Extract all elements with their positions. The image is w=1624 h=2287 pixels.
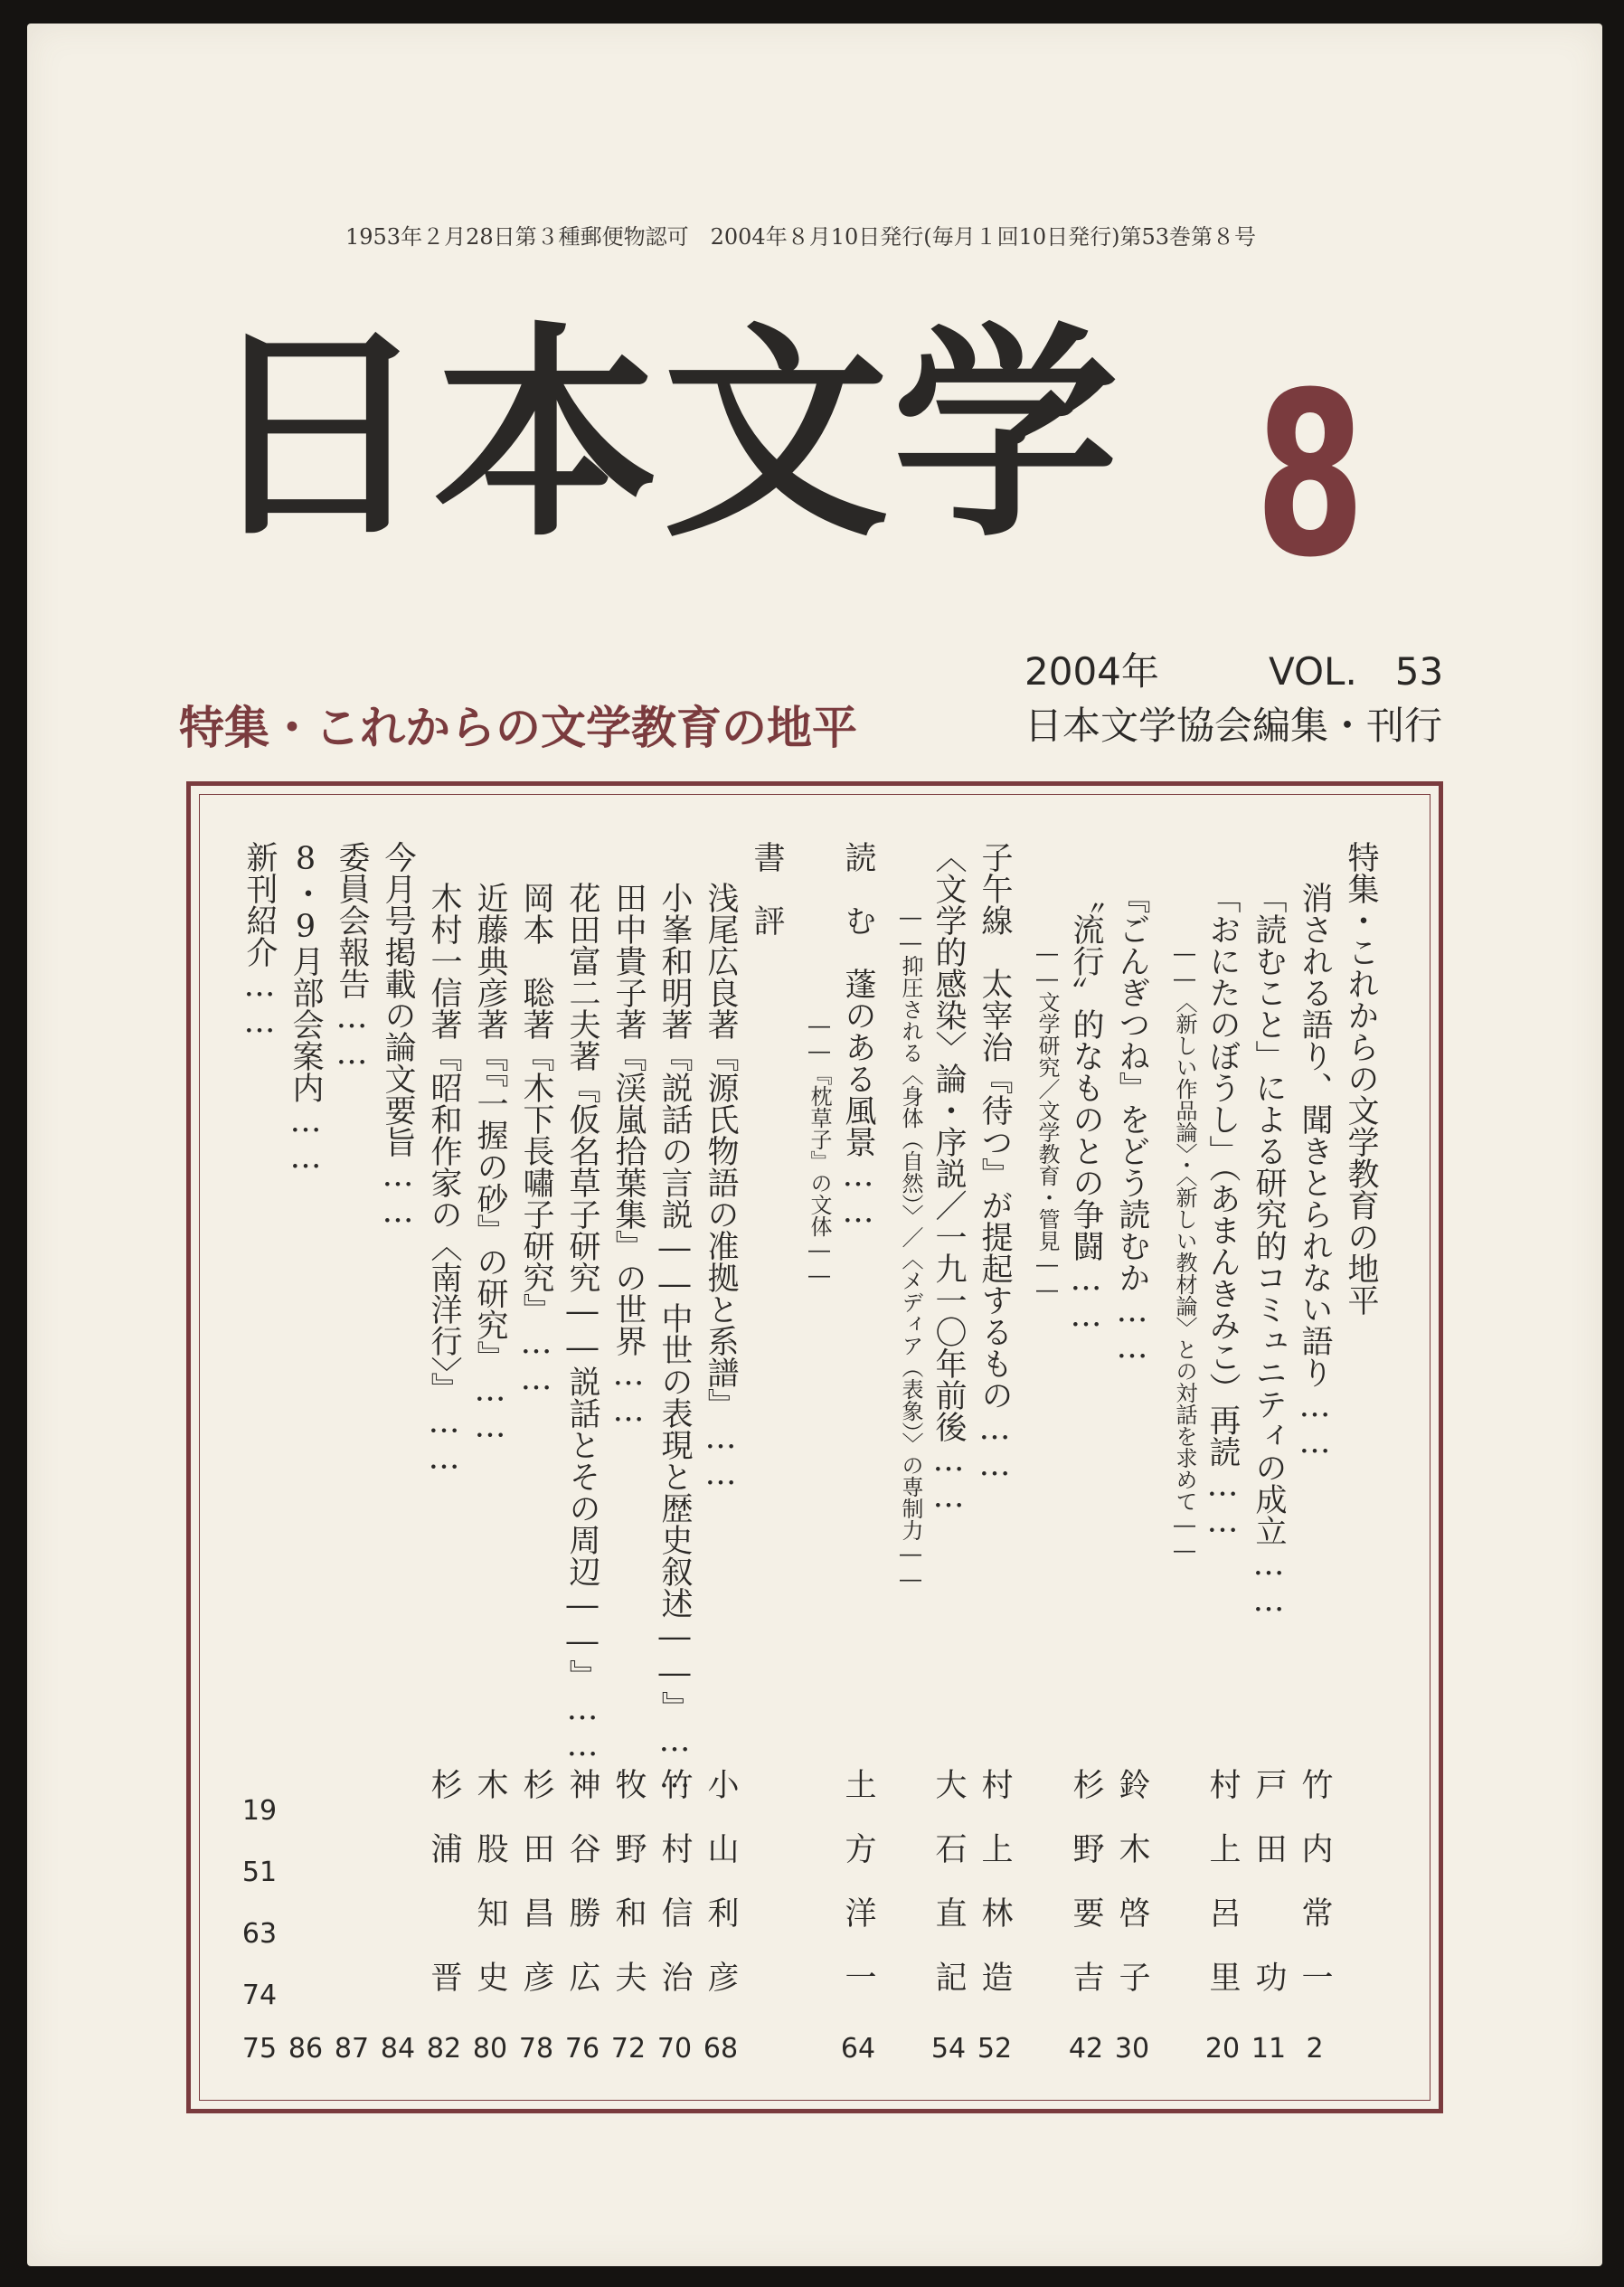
toc-item: 〝流行〟的なものとの争闘……: [1068, 882, 1104, 1334]
toc-author: 大石直記: [930, 1768, 967, 2025]
feature-title: 特集・これからの文学教育の地平: [179, 702, 857, 754]
toc-page-number: 19: [241, 1795, 278, 1827]
toc-page-number: 78: [518, 2033, 554, 2065]
toc-author: 竹村信治: [656, 1768, 693, 2025]
volume-number: VOL. 53: [1269, 649, 1444, 694]
toc-item: 委員会報告……: [334, 841, 370, 1072]
toc-page-number: 87: [334, 2033, 370, 2065]
toc-page-number: 72: [610, 2033, 647, 2065]
toc-author: 木股知史: [472, 1768, 508, 2025]
toc-item: 新刊紹介……: [241, 841, 278, 1040]
toc-subtitle: ――抑圧される〈身体（自然）〉／〈メディア（表象）〉の専制力――: [898, 904, 923, 1592]
toc-page-number: 80: [472, 2033, 508, 2065]
magazine-title: 日本文学: [203, 301, 1122, 567]
toc-item: 特集・これからの文学教育の地平: [1343, 841, 1379, 1316]
toc-page-number: 63: [241, 1918, 278, 1950]
toc-item: 「読むこと」による研究的コミュニティの成立……: [1251, 882, 1287, 1619]
toc-author: 杉野要吉: [1068, 1768, 1104, 2025]
toc-page-number: 51: [241, 1857, 278, 1888]
toc-author: 神谷勝広: [564, 1768, 600, 2025]
toc-author: 杉浦 晋: [426, 1768, 462, 2025]
toc-author: 小山利彦: [703, 1768, 739, 2025]
toc-author: 牧野和夫: [610, 1768, 647, 2025]
toc-item: 浅尾広良著『源氏物語の准拠と系譜』……: [703, 882, 739, 1492]
toc-author: 戸田 功: [1251, 1768, 1287, 2025]
toc-item: 消される語り、聞きとられない語り……: [1297, 882, 1333, 1460]
toc-subtitle: ――文学研究／文学教育・管見――: [1034, 940, 1060, 1302]
toc-item: 岡本 聡著『木下長嘯子研究』……: [518, 882, 554, 1397]
toc-item: 今月号掲載の論文要旨……: [380, 841, 416, 1230]
toc-item: 花田富二夫著『仮名草子研究――説話とその周辺――』……: [564, 882, 600, 1763]
toc-author: 村上呂里: [1204, 1768, 1241, 2025]
toc-item: 『ごんぎつね』をどう読むか……: [1114, 882, 1150, 1366]
toc-item: 「おにたのぼうし」（あまんきみこ）再読……: [1204, 882, 1241, 1540]
toc-item: 8・9月部会案内……: [288, 841, 324, 1176]
toc-item: 子午線 太宰治『待つ』が提起するもの……: [977, 841, 1013, 1483]
toc-page-number: 75: [241, 2033, 278, 2065]
toc-page-number: 30: [1114, 2033, 1150, 2065]
toc-page-number: 11: [1251, 2033, 1287, 2065]
toc-author: 村上林造: [977, 1768, 1013, 2025]
issue-year: 2004年: [1024, 649, 1159, 694]
toc-item: 小峯和明著『説話の言説――中世の表現と歴史叙述――』……: [656, 882, 693, 1795]
toc-author: 土方洋一: [840, 1768, 876, 2025]
toc-subtitle: ――『枕草子』の文体――: [807, 1013, 832, 1288]
toc-page-number: 70: [656, 2033, 693, 2065]
toc-page-number: 84: [380, 2033, 416, 2065]
toc-page-number: 64: [840, 2033, 876, 2065]
toc-page-number: 54: [930, 2033, 967, 2065]
issue-number: 8: [1255, 344, 1365, 607]
toc-page-number: 86: [288, 2033, 324, 2065]
toc-item: 近藤典彦著『『一握の砂』の研究』……: [472, 882, 508, 1445]
toc-page-number: 2: [1306, 2033, 1324, 2065]
toc-author: 鈴木啓子: [1114, 1768, 1150, 2025]
toc-item: 田中貴子著『渓嵐拾葉集』の世界……: [610, 882, 647, 1429]
toc-page-number: 52: [977, 2033, 1013, 2065]
publisher: 日本文学協会編集・刊行: [1024, 704, 1443, 748]
toc-page-number: 42: [1068, 2033, 1104, 2065]
toc-item: 書 評: [749, 841, 785, 936]
toc-page-number: 20: [1204, 2033, 1241, 2065]
toc-page-number: 82: [426, 2033, 462, 2065]
toc-author: 杉田昌彦: [518, 1768, 554, 2025]
toc-subtitle: ――〈新しい作品論〉・〈新しい教材論〉との対話を求めて――: [1172, 940, 1197, 1563]
toc-page-number: 76: [564, 2033, 600, 2065]
toc-item: 木村一信著『昭和作家の〈南洋行〉』……: [426, 882, 462, 1477]
toc-page-number: 74: [241, 1980, 278, 2011]
toc-item: 〈文学的感染〉論・序説／一九一〇年前後……: [930, 841, 967, 1515]
toc-page-number: 68: [703, 2033, 739, 2065]
postal-notice: 1953年２月28日第３種郵便物認可 2004年８月10日発行(毎月１回10日発行)第53巻第８号: [345, 224, 1257, 250]
toc-item: 読 む 蓬のある風景……: [840, 841, 876, 1230]
toc-author: 竹内常一: [1297, 1768, 1333, 2025]
